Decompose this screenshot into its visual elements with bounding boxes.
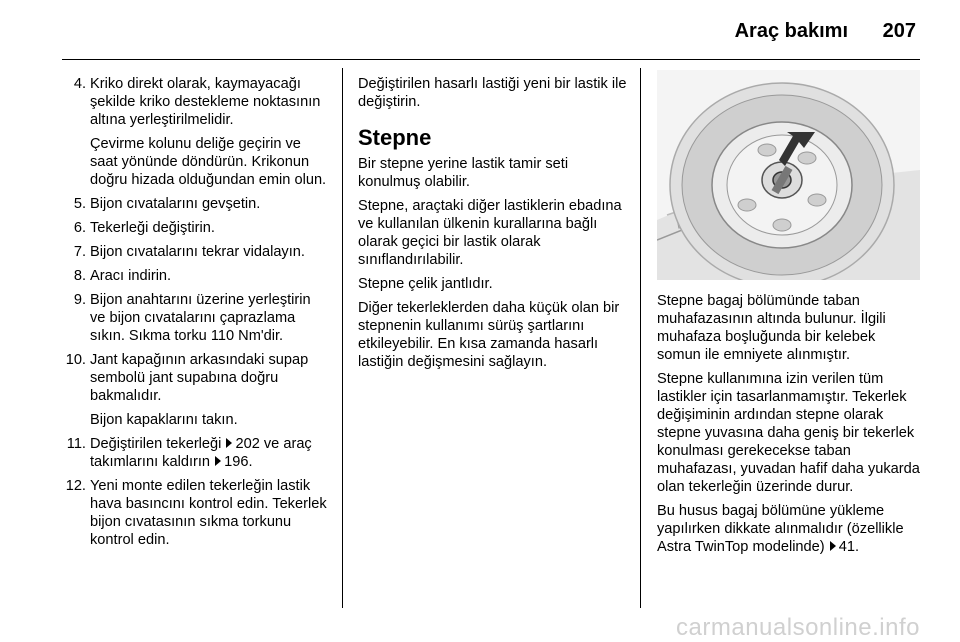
step-number: 9. [73,292,86,308]
step-item [58,243,328,261]
section-heading: Stepne [358,125,432,150]
step-subtext: Bijon kapaklarını takın. [90,412,238,428]
watermark: carmanualsonline.info [676,614,920,641]
step-item [58,219,328,237]
step-item [58,267,328,285]
spare-wheel-illustration [657,70,920,280]
paragraph: Stepne, araçtaki diğer lastiklerin ebadına ve kullanılan ülkenin kurallarına bağlı olarak geçici bir lastik olarak sınıflandırılabilir. [358,198,622,268]
step-number: 5. [73,196,86,212]
step-text: Bijon anahtarını üzerine yerleştirin ve bijon cıvatalarını çaprazlama sıkın. Sıkma torku 110 Nm'dir. [90,292,311,344]
page-number: 207 [882,20,916,42]
page-reference[interactable]: 196. [224,454,253,470]
step-subtext: Çevirme kolunu deliğe geçirin ve saat yönünde döndürün. Krikonun doğru hizada olduğundan emin olun. [90,136,327,188]
triangle-right-icon [215,456,221,466]
step-text: Jant kapağının arkasındaki supap sembolü jant supabına doğru bakmalıdır. [90,352,309,404]
paragraph: Bir stepne yerine lastik tamir seti konulmuş olabilir. [358,156,569,190]
step-text: Bijon cıvatalarını gevşetin. [90,196,261,212]
column-1 [58,75,328,555]
column-2 [358,75,628,377]
step-number: 6. [73,220,86,236]
step-number: 10. [65,352,86,368]
step-item [58,195,328,213]
paragraph [657,502,922,556]
step-item [58,75,328,189]
header-title: Araç bakımı [734,20,848,42]
column-3 [657,70,922,562]
step-item [58,291,328,345]
triangle-right-icon [830,541,836,551]
intro-paragraph: Değiştirilen hasarlı lastiği yeni bir lastik ile değiştirin. [358,76,627,110]
paragraph: Diğer tekerleklerden daha küçük olan bir stepnenin kullanımı sürüş şartlarını etkileyebilir. En kısa zamanda hasarlı lastiğin değişmesini sağlayın. [358,300,620,370]
triangle-right-icon [226,438,232,448]
step-number: 8. [73,268,86,284]
step-text: Tekerleği değiştirin. [90,220,215,236]
step-text: Kriko direkt olarak, kaymayacağı şekilde kriko destekleme noktasının altına yerleştirilmelidir. [90,76,321,128]
step-text: Aracı indirin. [90,268,172,284]
step-number: 11. [66,436,86,452]
paragraph-text: Bu husus bagaj bölümüne yükleme yapılırken dikkate alınmalıdır (özellikle Astra TwinTop modelinde) [657,503,904,555]
header-rule [62,59,920,60]
paragraph: Stepne bagaj bölümünde taban muhafazasının altında bulunur. İlgili muhafaza boşluğunda bir kelebek somun ile emniyete alınmıştır. [657,293,886,363]
paragraph: Stepne kullanımına izin verilen tüm lastikler için tasarlanmamıştır. Tekerlek değişiminin ardından stepne olarak stepne yuvasına daha geniş bir tekerlek konulması gerekecekse taban muhafazası, yuvadan hafif daha yukarda olan tekerleğin üzerinde durur. [657,371,920,495]
step-item [58,435,328,471]
step-item [58,351,328,429]
page-reference[interactable]: 202 ve araç takımlarını kaldırın [90,436,312,470]
step-text [90,435,328,471]
step-text: Bijon cıvatalarını tekrar vidalayın. [90,244,305,260]
page-reference[interactable]: 41. [838,539,860,555]
step-number: 4. [73,76,86,92]
paragraph: Stepne çelik jantlıdır. [358,276,493,292]
column-divider [342,68,343,608]
step-number: 7. [73,244,86,260]
column-divider [640,68,641,608]
step-text-part: Değiştirilen tekerleği [90,436,222,452]
step-number: 12. [65,478,86,494]
page-header [0,0,960,62]
step-text: Yeni monte edilen tekerleğin lastik hava basıncını kontrol edin. Tekerlek bijon cıvatasının sıkma torkunu kontrol edin. [90,478,327,548]
step-item [58,477,328,549]
